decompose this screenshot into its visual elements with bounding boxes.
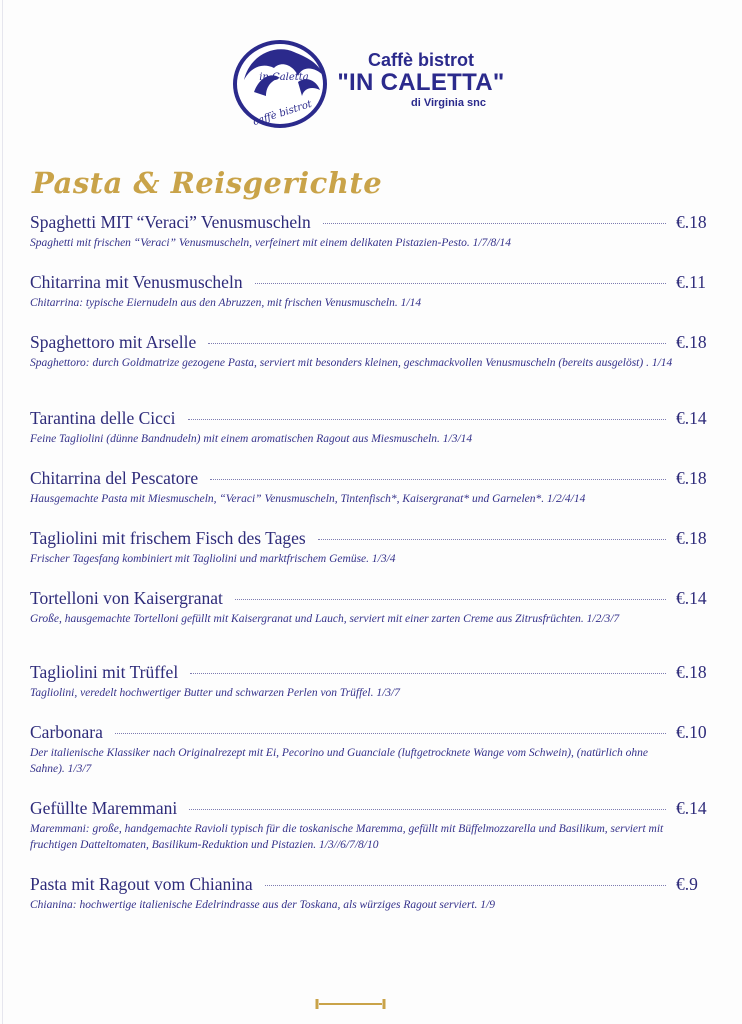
menu-item-price: €.18 — [676, 468, 707, 488]
menu-item-price: €.11 — [676, 272, 706, 292]
menu-item — [30, 468, 710, 507]
dotted-leader — [323, 223, 666, 224]
dotted-leader — [208, 343, 666, 344]
menu-item — [30, 588, 710, 627]
menu-item-description: Spaghetti mit frischen “Veraci” Venusmuscheln, verfeinert mit einem delikaten Pistazien-Pesto. 1/7/8/14 — [30, 237, 512, 249]
menu-item-description: Feine Tagliolini (dünne Bandnudeln) mit einem aromatischen Ragout aus Miesmuscheln. 1/3/14 — [30, 433, 473, 445]
menu-item-price: €.18 — [676, 332, 707, 352]
menu-item-price: €.14 — [676, 408, 707, 428]
menu-item — [30, 874, 710, 913]
brand-name: Caffè bistrot — [367, 50, 474, 70]
logo-text-top: in Caletta — [259, 72, 309, 83]
dotted-leader — [235, 599, 666, 600]
ornament-divider-icon — [313, 998, 388, 1010]
menu-item-description: Tagliolini, veredelt hochwertiger Butter und schwarzen Perlen von Trüffel. 1/3/7 — [30, 687, 400, 699]
menu-item-description: Spaghettoro: durch Goldmatrize gezogene Pasta, serviert mit besonders kleinen, geschmackvollen Venusmuscheln (bereits ausgelöst) . 1/14 — [30, 357, 673, 369]
menu-item-price: €.14 — [676, 798, 707, 818]
menu-item-name: Gefüllte Maremmani — [30, 798, 178, 818]
menu-item-name: Carbonara — [30, 722, 103, 742]
menu-item-description: Hausgemachte Pasta mit Miesmuscheln, “Veraci” Venusmuscheln, Tintenfisch*, Kaisergranat* und Garnelen*. 1/2/4/14 — [30, 493, 586, 505]
menu-item-price: €.18 — [676, 212, 707, 232]
dotted-leader — [318, 539, 666, 540]
menu-item — [30, 272, 710, 311]
header — [232, 36, 532, 128]
menu-item-description: Frischer Tagesfang kombiniert mit Tagliolini und marktfrischem Gemüse. 1/3/4 — [30, 553, 396, 565]
menu-item — [30, 212, 710, 251]
dotted-leader — [190, 673, 666, 674]
logo-icon — [232, 36, 328, 128]
menu-item-price: €.10 — [676, 722, 707, 742]
dotted-leader — [115, 733, 666, 734]
menu-item — [30, 408, 710, 447]
menu-item — [30, 528, 710, 567]
logo-text-bottom: caffè bistrot — [251, 98, 314, 128]
page-edge — [2, 0, 3, 1024]
menu-item-name: Tagliolini mit Trüffel — [30, 662, 179, 682]
menu-item — [30, 662, 710, 701]
menu-item-name: Chitarrina del Pescatore — [30, 468, 199, 488]
menu-item — [30, 798, 710, 853]
menu-item-price: €.18 — [676, 528, 707, 548]
dotted-leader — [210, 479, 666, 480]
section-title: Pasta & Reisgerichte — [32, 166, 383, 200]
brand-owner: di Virginia snc — [411, 97, 486, 109]
menu-item-price: €.9 — [676, 874, 698, 894]
menu-item-description: Der italienische Klassiker nach Originalrezept mit Ei, Pecorino und Guanciale (luftgetrocknete Wange vom Schwein), (natürlich ohne Sahne). 1/3/7 — [30, 747, 649, 775]
dotted-leader — [265, 885, 666, 886]
menu-item-name: Spaghettoro mit Arselle — [30, 332, 197, 352]
menu-item-description: Chitarrina: typische Eiernudeln aus den Abruzzen, mit frischen Venusmuscheln. 1/14 — [30, 297, 422, 309]
menu-item-price: €.14 — [676, 588, 707, 608]
dotted-leader — [189, 809, 666, 810]
dotted-leader — [188, 419, 666, 420]
menu-item-description: Große, hausgemachte Tortelloni gefüllt mit Kaisergranat und Lauch, serviert mit einer zarten Creme aus Zitrusfrüchten. 1/2/3/7 — [30, 613, 620, 625]
menu-item-name: Tagliolini mit frischem Fisch des Tages — [30, 528, 306, 548]
menu-item-name: Spaghetti MIT “Veraci” Venusmuscheln — [30, 212, 311, 232]
menu-item-name: Chitarrina mit Venusmuscheln — [30, 272, 243, 292]
menu-item-name: Tarantina delle Cicci — [30, 408, 176, 428]
menu-item — [30, 722, 710, 777]
menu-item — [30, 332, 710, 371]
menu-item-name: Pasta mit Ragout vom Chianina — [30, 874, 253, 894]
menu-item-price: €.18 — [676, 662, 707, 682]
dotted-leader — [255, 283, 666, 284]
menu-item-name: Tortelloni von Kaisergranat — [30, 588, 223, 608]
menu-item-description: Maremmani: große, handgemachte Ravioli typisch für die toskanische Maremma, gefüllt mit Büffelmozzarella und Basilikum, serviert mit fruchtigen Datteltomaten, Basilikum-Reduktion und Pistazien. 1/3//6/7/8/10 — [30, 823, 664, 851]
brand-title: "IN CALETTA" — [337, 69, 505, 96]
menu-item-description: Chianina: hochwertige italienische Edelrindrasse aus der Toskana, als würziges Ragout serviert. 1/9 — [30, 899, 495, 911]
brand-block — [336, 50, 506, 110]
